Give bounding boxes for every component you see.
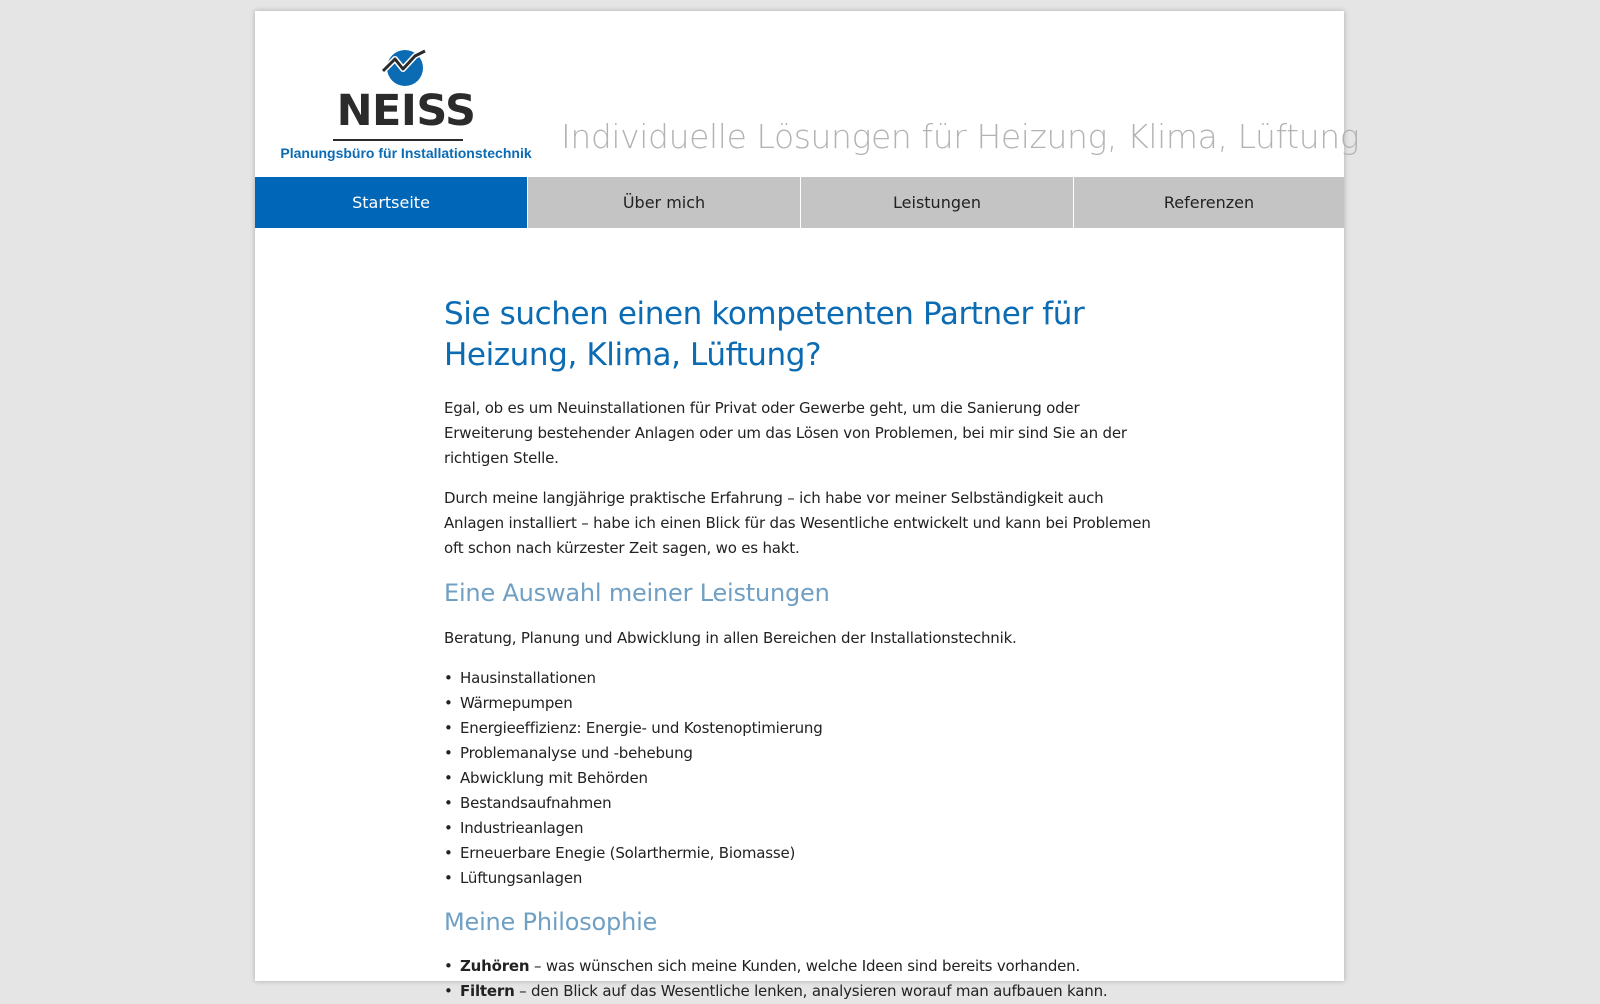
list-item-text: Wärmepumpen (460, 694, 573, 712)
list-item-text: Erneuerbare Enegie (Solarthermie, Biomasse) (460, 844, 796, 862)
bullet: • (444, 669, 453, 687)
list-item-text: Abwicklung mit Behörden (460, 769, 648, 787)
services-intro: Beratung, Planung und Abwicklung in allen Bereichen der Installationstechnik. (444, 629, 1017, 647)
list-item (444, 791, 1164, 816)
list-item-text: Problemanalyse und -behebung (460, 744, 693, 762)
bullet: • (444, 819, 453, 837)
site-logo[interactable] (277, 47, 535, 165)
philosophy-term: Zuhören (460, 957, 530, 975)
services-heading: Eine Auswahl meiner Leistungen (444, 579, 830, 607)
list-item (444, 841, 1164, 866)
logo-mark-icon (381, 47, 427, 87)
services-list (444, 666, 1164, 891)
list-item-text: Hausinstallationen (460, 669, 596, 687)
list-item (444, 716, 1164, 741)
list-item (444, 766, 1164, 791)
bullet: • (444, 957, 453, 975)
nav-item-startseite[interactable]: Startseite (255, 177, 527, 228)
nav-item-ueber-mich[interactable]: Über mich (528, 177, 800, 228)
list-item (444, 741, 1164, 766)
list-item-text: Industrieanlagen (460, 819, 584, 837)
philosophy-term: Filtern (460, 982, 515, 1000)
page-container (255, 11, 1360, 1000)
list-item-text: Bestandsaufnahmen (460, 794, 612, 812)
bullet: • (444, 869, 453, 887)
bullet: • (444, 719, 453, 737)
logo-subtitle: Planungsbüro für Installationstechnik (280, 145, 532, 161)
experience-paragraph: Durch meine langjährige praktische Erfahrung – ich habe vor meiner Selbständigkeit auch Anlagen installiert – habe ich einen Blick für das Wesentliche entwickelt und kann bei Problemen oft schon nach kürzester Zeit sagen, wo es hakt. (444, 489, 1151, 557)
main-nav (255, 177, 1344, 228)
logo-divider (333, 139, 463, 141)
bullet: • (444, 769, 453, 787)
bullet: • (444, 744, 453, 762)
bullet: • (444, 844, 453, 862)
logo-name: NEISS (336, 86, 476, 136)
philosophy-heading: Meine Philosophie (444, 908, 658, 936)
bullet: • (444, 694, 453, 712)
list-item-text: Energieeffizienz: Energie- und Kostenoptimierung (460, 719, 823, 737)
nav-item-leistungen[interactable]: Leistungen (801, 177, 1073, 228)
list-item (444, 666, 1164, 691)
nav-item-referenzen[interactable]: Referenzen (1074, 177, 1344, 228)
bullet: • (444, 982, 453, 1000)
list-item (444, 954, 1164, 979)
list-item (444, 979, 1164, 1004)
bullet: • (444, 794, 453, 812)
list-item-text: Lüftungsanlagen (460, 869, 583, 887)
philosophy-list (444, 954, 1164, 1004)
main-content (444, 294, 1164, 1004)
list-item (444, 691, 1164, 716)
philosophy-text: – was wünschen sich meine Kunden, welche Ideen sind bereits vorhanden. (529, 957, 1081, 975)
page-title: Sie suchen einen kompetenten Partner für Heizung, Klima, Lüftung? (444, 296, 1085, 373)
list-item (444, 816, 1164, 841)
philosophy-text: – den Blick auf das Wesentliche lenken, analysieren worauf man aufbauen kann. (514, 982, 1108, 1000)
list-item (444, 866, 1164, 891)
intro-paragraph: Egal, ob es um Neuinstallationen für Privat oder Gewerbe geht, um die Sanierung oder Erweiterung bestehender Anlagen oder um das Lösen von Problemen, bei mir sind Sie an der richtigen Stelle. (444, 399, 1127, 467)
header-tagline: Individuelle Lösungen für Heizung, Klima, Lüftung (561, 117, 1360, 156)
